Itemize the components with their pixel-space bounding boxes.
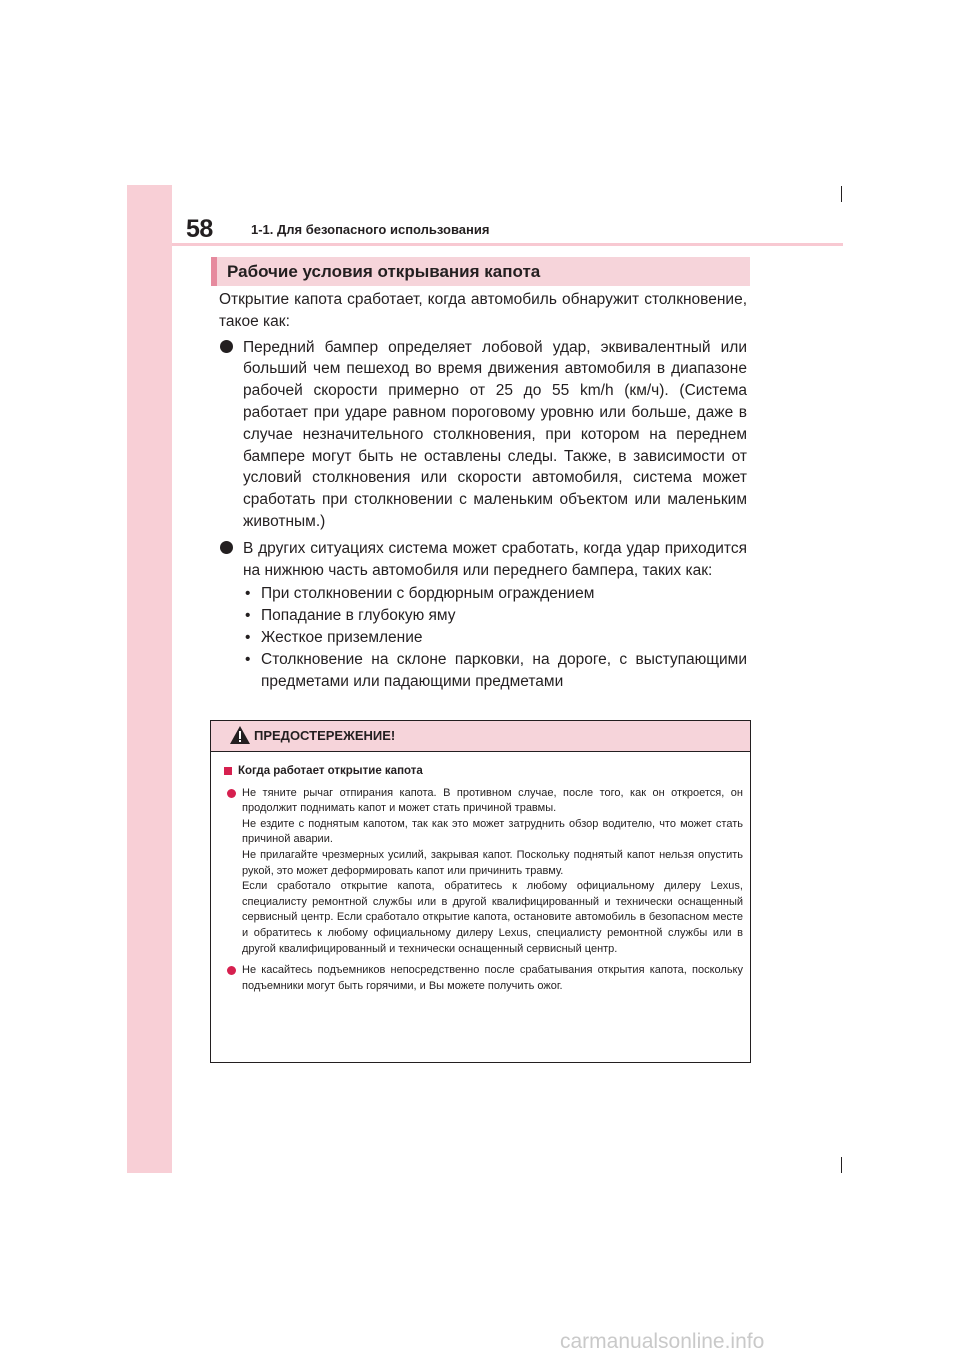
sub-list-item (219, 583, 747, 605)
warning-paragraph: Не тяните рычаг отпирания капота. В противном случае, после того, как он откроется, он продолжит поднимать капот и может стать причиной травмы. (242, 786, 743, 815)
section-title: Рабочие условия открывания капота (211, 257, 750, 286)
warning-body (211, 752, 750, 994)
warning-paragraph: Не ездите с поднятым капотом, так как это может затруднить обзор водителю, что может стать причиной аварии. (242, 817, 743, 846)
warning-subheading (224, 764, 743, 780)
bullet-dot-icon (220, 541, 233, 554)
running-header: 1-1. Для безопасного использования (251, 222, 490, 237)
square-bullet-icon (224, 767, 232, 775)
warning-header (211, 721, 750, 752)
warning-item (224, 786, 743, 958)
bullet-text: Передний бампер определяет лобовой удар, эквивалентный или больший чем пешеход во время движения автомобиля в диапазоне рабочей скорости примерно от 25 до 55 km/h (км/ч). (Система работает при ударе равном пороговому уровню или больше, даже в случае незначительного столкновения, при котором на переднем бампере могут быть не оставлены следы. Также, в зависимости от условий столкновения или скорости автомобиля, система может сработать при столкновении с маленьким объектом или маленьким животным.) (243, 338, 747, 530)
warning-box (210, 720, 751, 1063)
bullet-item (219, 538, 747, 582)
sub-bullet-icon: • (245, 585, 251, 603)
chapter-side-tab (127, 185, 172, 1173)
sub-bullet-icon: • (245, 650, 251, 668)
warning-subheading-text: Когда работает открытие капота (238, 765, 423, 777)
sub-list (219, 583, 747, 692)
warning-paragraph: Если сработало открытие капота, обратитесь к любому официальному дилеру Lexus, специалисту ремонтной службы или в другой квалифицированный и технически оснащенный сервисный центр. Если сработало открытие капота, остановите автомобиль в безопасном месте и обратитесь к любому официальному дилеру Lexus, специалисту ремонтной службы или в другой квалифицированный и технически оснащенный сервисный центр. (242, 880, 743, 955)
sub-list-item (219, 627, 747, 649)
sub-item-text: Столкновение на склоне парковки, на дороге, с выступающими предметами или падающими предметами (261, 650, 747, 690)
red-dot-icon (227, 966, 236, 975)
sub-bullet-icon: • (245, 607, 251, 625)
sub-bullet-icon: • (245, 628, 251, 646)
bullet-text: В других ситуациях система может сработать, когда удар приходится на нижнюю часть автомобиля или переднего бампера, таких как: (243, 539, 747, 579)
sub-item-text: Жесткое приземление (261, 628, 423, 646)
sub-list-item (219, 649, 747, 693)
red-dot-icon (227, 789, 236, 798)
sub-item-text: Попадание в глубокую яму (261, 607, 456, 625)
watermark: carmanualsonline.info (560, 1330, 765, 1353)
warning-triangle-icon (229, 725, 251, 745)
warning-title: ПРЕДОСТЕРЕЖЕНИЕ! (254, 728, 396, 743)
sub-item-text: При столкновении с бордюрным ограждением (261, 585, 595, 603)
warning-paragraph: Не касайтесь подъемников непосредственно после срабатывания открытия капота, поскольку подъемники могут быть горячими, и Вы можете получить ожог. (242, 964, 743, 992)
crop-mark-top (841, 186, 842, 202)
sub-list-item (219, 605, 747, 627)
intro-paragraph: Открытие капота сработает, когда автомобиль обнаружит столкновение, такое как: (219, 291, 747, 330)
page-number: 58 (186, 215, 213, 243)
warning-paragraph: Не прилагайте чрезмерных усилий, закрывая капот. Поскольку поднятый капот нельзя опустить рукой, это может деформировать капот или причинить травму. (242, 848, 743, 877)
bullet-dot-icon (220, 340, 233, 353)
main-text (219, 289, 747, 692)
bullet-item (219, 337, 747, 533)
header-rule (172, 243, 843, 246)
crop-mark-bottom (841, 1157, 842, 1173)
warning-item (224, 963, 743, 994)
